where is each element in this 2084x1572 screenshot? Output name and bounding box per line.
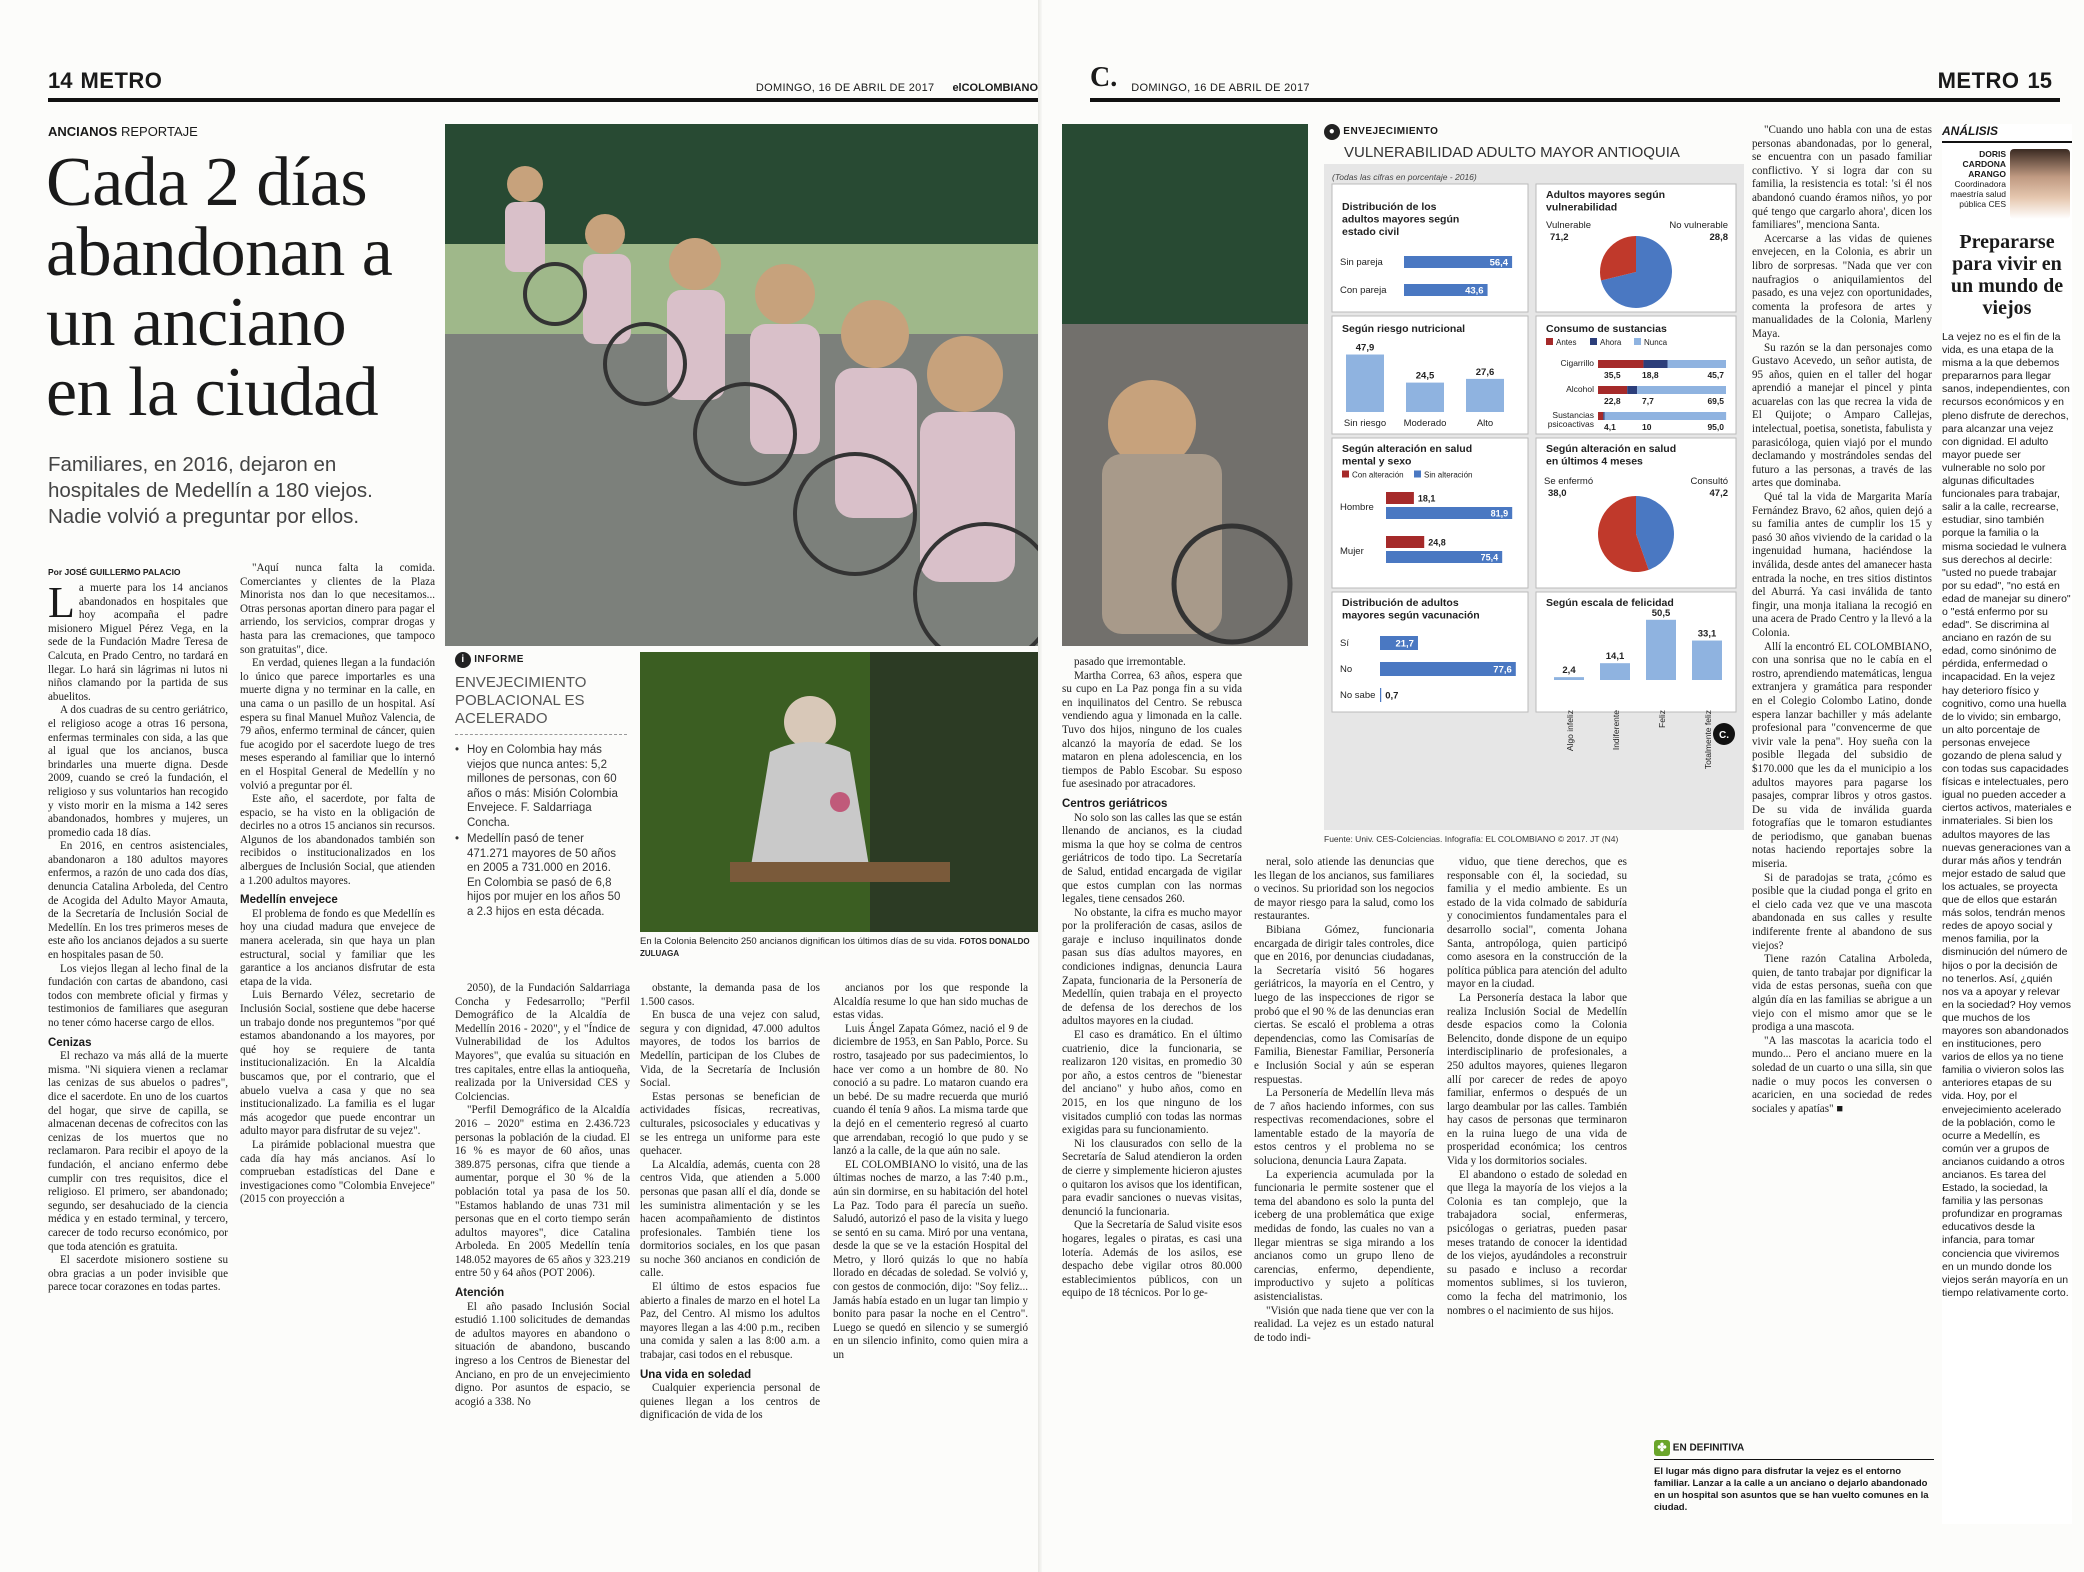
article-column-7 xyxy=(1254,856,1434,1532)
paragraph: La Alcaldía, además, cuenta con 28 centros Vida, que atienden a 5.000 personas que pasan allí el día, donde se les suministra alimentación y se les hacen acompañamiento de distintos profesionales. También tiene los dormitorios sociales, en los que pasan su noche 360 ancianos en condición de calle. xyxy=(640,1158,820,1280)
kicker-topic: ANCIANOS xyxy=(48,124,118,139)
right-page xyxy=(1042,0,2084,1572)
paragraph: La pirámide poblacional muestra que cada día hay más ancianos. Así lo comprueban estadísticas del Dane e investigaciones como "Colombia Envejece" (2015 con proyección a xyxy=(240,1138,435,1206)
bar-segment xyxy=(1603,412,1604,420)
paragraph: "A las mascotas la acaricia todo el mundo... Pero el anciano muere en la soledad de un cuarto o una silla, sin que nadie o muy pocos les conversen o acaricien, en una sociedad de redes sociales y apatías" ■ xyxy=(1752,1034,1932,1115)
paragraph: El sacerdote misionero sostiene su obra gracias a un poder invisible que parece tocar corazones en todas partes. xyxy=(48,1254,228,1294)
photo-caption xyxy=(640,936,1045,960)
data-label: 45,7 xyxy=(1707,370,1724,380)
author-portrait xyxy=(2010,149,2070,219)
subhead: Cenizas xyxy=(48,1036,92,1049)
kicker-type: REPORTAJE xyxy=(120,124,198,139)
section-name: METRO xyxy=(80,68,163,93)
kicker xyxy=(48,124,198,139)
paragraph: "Cuando uno habla con una de estas personas abandonadas, por lo general, se encuentra con un pasado familiar conflictivo. Y si logra dar con su familia, la resistencia es total: 'si él nos abandonó cuando éramos niños, yo por qué tengo que cargarlo ahora', dicen los familiares", menciona Santa. xyxy=(1752,124,1932,232)
chart-title: Según riesgo nutricional xyxy=(1342,323,1466,335)
page-number: 15 xyxy=(2027,68,2052,93)
infobox xyxy=(455,652,627,921)
chart-title: Distribución de adultos xyxy=(1342,597,1459,609)
bar xyxy=(1554,677,1584,680)
bar xyxy=(1386,536,1424,548)
category-label: psicoactivas xyxy=(1547,419,1594,429)
paragraph: Luis Bernardo Vélez, secretario de Inclusión Social, sostiene que debe hacerse un trabajo donde nos preguntemos "por qué estamos abandonando a los mayores, por qué hoy se requiere de tanta institucionalización. En la Alcaldía buscamos que, por el contrario, que el abuelo vuelva a casa y que no sea institucionalizado. La familia es el lugar más acogedor que puede encontrar un adulto mayor para disfrutar de su vejez". xyxy=(240,989,435,1138)
analysis-label: ANÁLISIS xyxy=(1942,124,2072,143)
chart-title: Según alteración en salud xyxy=(1546,443,1677,455)
data-label: 71,2 xyxy=(1550,232,1569,243)
bar xyxy=(1646,620,1676,680)
paragraph: pasado que irremontable. xyxy=(1074,656,1186,668)
data-label: 47,9 xyxy=(1355,342,1375,354)
byline: Por JOSÉ GUILLERMO PALACIO xyxy=(48,567,181,577)
paragraph: 2050), de la Fundación Saldarriaga Concha y Fedesarrollo; "Perfil Demográfico de la Alcaldía de Medellín 2016 - 2020", y el "Índice de Vulnerabilidad de los Adultos Mayores", que evalúa su situación en tres capitales, entre ellas la antioqueña, realizada por la Universidad CES y Colciencias. xyxy=(455,982,630,1103)
chart-title: adultos mayores según xyxy=(1342,213,1460,226)
wheelchair-closeup-illustration xyxy=(1062,124,1308,646)
data-label: 24,5 xyxy=(1415,370,1435,382)
person-icon: ● xyxy=(1324,124,1340,140)
chart-title: mental y sexo xyxy=(1342,455,1412,468)
analysis-title: Prepararse para vivir en un mundo de viejos xyxy=(1950,231,2064,319)
paragraph: Su razón se la dan personajes como Gustavo Acevedo, un señor autista, de 95 años, quien en el taller del hogar aprendió a manejar el pincel y pinta acuarelas con las que recrea la vida de El Quijote; o Amparo Callejas, intelectual, poetisa, sonetista, fabulista y parasicóloga, quien viajó por el mundo declamando y mostrándoles sendas del futuro a las personas, a través de las artes que dominaba. xyxy=(1752,341,1932,490)
bar xyxy=(1692,641,1722,680)
article-column-5 xyxy=(833,982,1028,1532)
data-label: 18,1 xyxy=(1417,493,1436,504)
brand-mark-text: C. xyxy=(1719,730,1729,741)
bar xyxy=(1466,379,1504,412)
issue-date: DOMINGO, 16 DE ABRIL DE 2017 xyxy=(755,82,935,94)
en-definitiva-text: El lugar más digno para disfrutar la vejez es el entorno familiar. Lanzar a la calle a un anciano o dejarlo abandonado en un hospital son asuntos que se han vuelto comunes en la ciudad. xyxy=(1654,1466,1929,1513)
category-label: No sabe xyxy=(1340,690,1376,701)
data-label: 2,4 xyxy=(1562,665,1576,677)
paragraph: En 2016, en centros asistenciales, abandonaron a 180 adultos mayores enfermos, a razón de uno cada dos días, denuncia Catalina Arboleda, del Centro de Acogida del Adulto Mayor Amauta, de la Secretaría de Inclusión Social de Medellín. En los tres primeros meses de este año los ancianos dejados a su suerte en hospitales pasan de 50. xyxy=(48,840,228,962)
main-photo-continuation xyxy=(1062,124,1308,646)
infographic-kicker-text: ENVEJECIMIENTO xyxy=(1343,126,1439,137)
paragraph: Tiene razón Catalina Arboleda, quien, de tanto trabajar por dignificar la vida de estas personas, sueña con que algún día en las familias se abrigue a un viejo con el mismo amor que se le prodiga a una mascota. xyxy=(1752,953,1932,1034)
paragraph: Bibiana Gómez, funcionaria encargada de dirigir tales controles, dice que en 2016, por denuncias ciudadanas, la Secretaría visitó 56 hogares geriátricos, la mayoría en el Centro, y luego de las inspecciones de rigor se probó que el 90 % de las denuncias eran ciertas. Se escaló el problema a otras dependencias, como las Comisarías de Familia, Bienestar Familiar, Personería e Inclusión Social y aún se esperan respuestas. xyxy=(1254,923,1434,1086)
clover-icon: ✤ xyxy=(1654,1440,1670,1456)
infobox-label xyxy=(455,652,627,668)
elderly-woman-illustration xyxy=(640,652,1045,932)
paragraph: Cualquier experiencia personal de quienes llegan a los centros de dignificación de vida de los xyxy=(640,1382,820,1422)
author-name: DORIS CARDONA ARANGO xyxy=(1962,149,2006,179)
paragraph: El año pasado Inclusión Social estudió 1.100 solicitudes de demandas de adultos mayores en abandono o situación de abandono, buscando ingreso a los Centros de Bienestar del Anciano, en pro de un envejecimiento digno. Por asuntos de espacio, se acogió a 338. No xyxy=(455,1300,630,1408)
paragraph: Si de paradojas se trata, ¿cómo es posible que la ciudad ponga el grito en el cielo cada vez que ve una mascota abandonada en sus calles y resulte indiferente frente al abandono de sus viejos? xyxy=(1752,871,1932,952)
infographic xyxy=(1324,124,1744,848)
data-label: 81,9 xyxy=(1490,508,1509,519)
paragraph: Allí la encontró EL COLOMBIANO, con una sonrisa que no le cabía en el rostro, aprendiendo matemáticas, lengua extranjera y gramática para responder en el Colegio Colombo Latino, donde espera lanzar bachiller y más adelante profesional para "convencerme de que vivir vale la pena". Hoy sueña con la posible llegada del subsidio de $170.000 que les da el municipio a los adultos mayores para pagarse los pasajes, comprar libros y otros gastos. De su vida de inválida guarda fotografías que le tomaron estudiantes de periodismo, que ganaban buenas notas haciendo reportajes sobre la miseria. xyxy=(1752,640,1932,871)
bar-segment xyxy=(1598,412,1603,420)
paragraph: El rechazo va más allá de la muerte misma. "Ni siquiera vienen a reclamar las cenizas de sus abuelos o padres", dice el sacerdote. En uno de los cuartos del hogar, que sirve de capilla, se almacenan decenas de cofrecitos con las cenizas de los muertos que no reclamaron. Para recibir el apoyo de la fundación, el anciano enfermo debe cumplir con tres requisitos, dice el religioso. El primero, ser abandonado; segundo, ser desahuciado de la ciencia médica y en estado terminal, y tercero, carecer de todo recurso económico, por que toda atención es gratuita. xyxy=(48,1050,228,1253)
category-label: Alto xyxy=(1476,418,1494,429)
chart-title: Adultos mayores según xyxy=(1546,189,1666,201)
legend-swatch xyxy=(1634,338,1641,345)
paragraph: ancianos por los que responde la Alcaldía resume lo que han sido muchas de estas vidas. xyxy=(833,982,1028,1022)
data-label: 43,6 xyxy=(1465,285,1484,297)
category-label: Algo infeliz xyxy=(1565,710,1575,752)
legend-label: Sin alteración xyxy=(1424,470,1473,480)
bar-segment xyxy=(1627,386,1637,394)
page-number: 14 xyxy=(48,68,73,93)
section-name: METRO xyxy=(1937,68,2020,93)
category-label: Totalmente feliz xyxy=(1703,710,1713,770)
paragraph: Acercarse a las vidas de quienes envejecen, en la Colonia, es abrir un libro de sorpresas. "Nada que ver con naufragios o aniquilamientos del pasado, es una vejez con oportunidades, comenta la profesora de artes y manualidades de la Colonia, Marleny Maya. xyxy=(1752,232,1932,340)
paragraph: La Personería de Medellín lleva más de 7 años haciendo informes, con sus respectivas recomendaciones, sobre el lamentable estado de la mayoría de estos centros y el problema no se soluciona, denuncia Laura Zapata. xyxy=(1254,1087,1434,1168)
category-label: Sin pareja xyxy=(1340,257,1383,268)
caption-text: En la Colonia Belencito 250 ancianos dignifican los últimos días de su vida. xyxy=(640,936,957,947)
infographic-body xyxy=(1324,164,1744,830)
bar-segment xyxy=(1668,360,1726,368)
data-label: 69,5 xyxy=(1707,396,1724,406)
bar-segment xyxy=(1605,412,1727,420)
paragraph: obstante, la demanda pasa de los 1.500 casos. xyxy=(640,982,820,1008)
category-label: No vulnerable xyxy=(1669,220,1728,231)
bar xyxy=(1346,355,1384,412)
en-definitiva-box xyxy=(1654,1440,1934,1514)
category-label: Sin riesgo xyxy=(1343,418,1387,429)
paragraph: Estas personas se benefician de actividades físicas, recreativas, culturales, psicosociales y educativas y se les entrega un uniforme para este quehacer. xyxy=(640,1090,820,1158)
category-label: No xyxy=(1340,664,1353,675)
bar-segment xyxy=(1637,386,1726,394)
main-photo xyxy=(445,124,1047,646)
paragraph: El problema de fondo es que Medellín es hoy una ciudad madura que envejece de manera acelerada, sin que haya un plan estructural, social y familiar que les garantice a los ancianos disfrutar de esta etapa de la vida. xyxy=(240,907,435,988)
infographic-title: VULNERABILIDAD ADULTO MAYOR ANTIOQUIA xyxy=(1344,144,1680,161)
chart-title: Según alteración en salud xyxy=(1342,443,1473,455)
data-label: 75,4 xyxy=(1480,552,1499,563)
data-label: 50,5 xyxy=(1651,607,1671,619)
paragraph: A dos cuadras de su centro geriátrico, el religioso acoge a otras 16 persona, enfermas terminales con sida, a las que al igual que los ancianos, busca brindarles una muerte digna. Desde 2009, cuando se creó la fundación, el religioso y sus voluntarios han recogido y visto morir en la misma a 142 seres abandonados, hombres y mujeres, un promedio cada 18 días. xyxy=(48,704,228,839)
category-label: Se enfermó xyxy=(1544,476,1594,487)
infographic-charts xyxy=(1324,164,1744,830)
category-label: Sustancias xyxy=(1552,410,1594,420)
brand-logo-c: C. xyxy=(1090,62,1118,93)
data-label: 27,6 xyxy=(1475,366,1495,378)
infobox-label-text: INFORME xyxy=(474,654,524,665)
chart-title: Consumo de sustancias xyxy=(1546,323,1667,335)
photo-credit: FOTOS DONALDO ZULUAGA xyxy=(640,937,1030,958)
data-label: 18,8 xyxy=(1642,370,1659,380)
paragraph: La experiencia acumulada por la funcionaria le permite sostener que el tema del abandono es solo la punta del iceberg de una problemática que exige medidas de fondo, las cuales no van a llegar mientras se siga mirando a los ancianos como un grupo lleno de carencias, enfermo, dependiente, improductivo y sujeto a políticas asistencialistas. xyxy=(1254,1168,1434,1303)
category-label: Cigarrillo xyxy=(1560,358,1594,368)
data-label: 10 xyxy=(1642,422,1652,432)
paragraph: "Visión que nada tiene que ver con la realidad. La vejez es un estado natural de todo indi- xyxy=(1254,1304,1434,1344)
category-label: Indiferente xyxy=(1611,710,1621,751)
article-column-6 xyxy=(1062,656,1242,1532)
paragraph: Qué tal la vida de Margarita María Fernández Bravo, 62 años, quien dejó a su familia antes de cumplir los 15 y pasó 30 años viviendo de la caridad o la ingenuidad humana, haciéndose la inválida, desde antes del amanecer hasta entrada la noche, en tres sitios distintos del Aburrá. Ya casi inválida de tanto fingir, una monja italiana la recogió en una acera de Prado Centro y la llevó a la Colonia. xyxy=(1752,491,1932,639)
data-label: 47,2 xyxy=(1709,488,1728,499)
data-label: 0,7 xyxy=(1385,690,1399,702)
category-label: Feliz xyxy=(1657,710,1667,728)
analysis-sidebar xyxy=(1942,124,2072,1524)
infographic-source: Fuente: Univ. CES-Colciencias. Infografía: EL COLOMBIANO © 2017. JT (N4) xyxy=(1324,834,1619,844)
bar xyxy=(1380,688,1381,702)
subhead: Una vida en soledad xyxy=(640,1368,752,1381)
paragraph: EL COLOMBIANO lo visitó, una de las últimas noches de marzo, a las 7:40 p.m., aún sin dormirse, en su habitación del hotel La Paz. Todo para él parecía un sueño. Saludó, autorizó el paso de la visita y luego se sentó en su cama. Miró por una ventana, desde la que se ve la estación Hospital del Metro, y lloró quizás lo que no había llorado en décadas de soledad. Se volvió y, con gestos de conmoción, dijo: "Soy feliz... Jamás había estado en un lugar tan limpio y bonito para pasar la noche en el Centro". Luego se quedó en silencio y se sumergió en un silencio infinito, como quien mira a un xyxy=(833,1158,1028,1362)
en-definitiva-label-text: EN DEFINITIVA xyxy=(1672,1442,1745,1454)
data-label: 7,7 xyxy=(1642,396,1654,406)
paragraph: Que la Secretaría de Salud visite esos hogares, legales o piratas, es casi una lotería. Además de los asilos, ese despacho debe vigilar otros 80.000 establecimientos públicos, con un equipo de 18 técnicos. Por lo ge- xyxy=(1062,1219,1242,1300)
infographic-note: (Todas las cifras en porcentaje - 2016) xyxy=(1332,172,1477,182)
category-label: Mujer xyxy=(1340,546,1364,557)
paragraph: No solo son las calles las que se están llenando de ancianos, es la ciudad misma la que hoy se colma de centros geriátricos de todo tipo. La Secretaría de Salud, entidad encargada de vigilar que estos cumplan con las normas legales, tiene censados 260. xyxy=(1062,811,1242,906)
info-icon: i xyxy=(455,652,471,668)
paragraph: Luis Ángel Zapata Gómez, nació el 9 de diciembre de 1953, en San Pablo, Porce. Su rostro, tasajeado por sus padecimientos, lo hace ver como a un hombre de 80. No conoció a su padre. Lo mataron cuando era un bebé. De su madre recuerda que murió cuando él tenía 9 años. La misma tarde que la dejó en el cementerio regresó al cuarto que arrendaban, recogió lo que pudo y se lanzó a la calle, de la que aún no sale. xyxy=(833,1022,1028,1158)
data-label: 22,8 xyxy=(1604,396,1621,406)
issue-date: DOMINGO, 16 DE ABRIL DE 2017 xyxy=(1131,82,1310,94)
category-label: Con pareja xyxy=(1340,285,1387,296)
paragraph: Martha Correa, 63 años, espera que su cupo en La Paz ponga fin a su vida en inquilinatos del Centro. Se rebusca vendiendo agua y limonada en la calle. Tuvo dos hijos, ninguno de los cuales alcanzó la mayoría de edad. Se los mataron en plena adolescencia, en los tiempos de Pablo Escobar. Su esposo fue asesinado por atracadores. xyxy=(1062,669,1242,791)
category-label: Sí xyxy=(1340,638,1349,649)
article-column-4 xyxy=(640,982,820,1532)
paragraph: En busca de una vejez con salud, segura y con dignidad, 47.000 adultos mayores, de todos los barrios de Medellín, participan de los Clubes de Vida, de la Secretaría de Inclusión Social. xyxy=(640,1009,820,1090)
paragraph: "Aquí nunca falta la comida. Comerciantes y clientes de la Plaza Minorista nos dan lo que necesitamos... Otras personas aportan dinero para pagar el arriendo, los servicios, comprar drogas y hasta para las cremaciones, que tampoco son gratuitas", dice. xyxy=(240,562,435,656)
paragraph: Los viejos llegan al lecho final de la fundación con cartas de abandono, casi todos con membrete oficial y firmas y testimonios de familiares que aseguran no tener cómo hacerse cargo de ellos. xyxy=(48,962,228,1029)
category-label: Consultó xyxy=(1690,476,1728,487)
chart-title: Según escala de felicidad xyxy=(1546,597,1674,609)
subhead: Centros geriátricos xyxy=(1062,797,1168,810)
data-label: 4,1 xyxy=(1604,422,1616,432)
paragraph: No obstante, la cifra es mucho mayor por la proliferación de casas, asilos de garaje e incluso inquilinatos donde pasan sus días adultos mayores, en condiciones indignas, denuncia Laura Zapata, funcionaria de la Personería de Medellín, quien trabaja en el proyecto de defensa de los derechos de los adultos mayores en la ciudad. xyxy=(1062,906,1242,1028)
category-label: Hombre xyxy=(1340,502,1374,513)
chart-title: Distribución de los xyxy=(1342,201,1437,213)
infographic-header xyxy=(1324,124,1744,161)
paragraph: neral, solo atiende las denuncias que les llegan de los ancianos, sus familiares o vecinos. Su prioridad son los negocios de mayor riesgo para la salud, como los restaurantes. xyxy=(1254,856,1434,923)
infographic-kicker xyxy=(1324,124,1744,140)
category-label: Moderado xyxy=(1403,418,1447,429)
chart-title: mayores según vacunación xyxy=(1342,609,1480,622)
legend-label: Antes xyxy=(1556,338,1577,347)
chart-title: vulnerabilidad xyxy=(1546,201,1618,214)
legend-label: Nunca xyxy=(1644,338,1668,347)
en-definitiva-label xyxy=(1654,1440,1934,1460)
infobox-bullet: • Hoy en Colombia hay más viejos que nunca antes: 5,2 millones de personas, con 60 años o más: Misión Colombia Envejece. F. Saldarriaga Concha. xyxy=(455,743,627,830)
paragraph: "Perfil Demográfico de la Alcaldía 2016 – 2020" estima en 2.436.723 personas la población de la ciudad. El 16 % es mayor de 60 años, unas 389.875 personas, cifra que tiende a aumentar, porque el 30 % de la población total ya pasa de los 50. "Estamos hablando de unas 731 mil personas que en el corto tiempo serán adultos mayores", dice Catalina Arboleda. En 2005 Medellín tenía 148.052 mayores de 65 años y 323.219 entre 50 y 64 años (POT 2006). xyxy=(455,1104,630,1280)
data-label: 56,4 xyxy=(1489,257,1509,269)
paragraph: El último de estos espacios fue abierto a finales de marzo en el hotel La Paz, del Centro. Al mismo los adultos mayores llegan a las 4:00 p.m., reciben una comida y salen a las 8:00 a.m. a trabajar, casi todos en el rebusque. xyxy=(640,1281,820,1362)
article-column-8 xyxy=(1447,856,1627,1532)
bar xyxy=(1406,383,1444,412)
data-label: 28,8 xyxy=(1709,232,1728,243)
legend-swatch xyxy=(1546,338,1553,345)
article-column-2 xyxy=(240,562,435,1532)
chart-title: en últimos 4 meses xyxy=(1546,455,1643,468)
paragraph: La Personería destaca la labor que realiza Inclusión Social de Medellín desde espacios como la Colonia Belencito, donde dispone de un equipo interdisciplinario de profesionales, a 250 adultos mayores, quienes llegaron allí por carecer de redes de apoyo familiar, enfermos o después de un largo deambular por las calles. También hay casos de personas que terminaron en la ruina luego de una vida de prosperidad económica; los centros Vida y los dormitorios sociales. xyxy=(1447,991,1627,1168)
headline: Cada 2 días abandonan a un anciano en la ciudad xyxy=(46,144,393,431)
data-label: 77,6 xyxy=(1493,664,1512,676)
deck: Familiares, en 2016, dejaron en hospitales de Medellín a 180 viejos. Nadie volvió a preguntar por ellos. xyxy=(48,453,373,528)
infobox-list xyxy=(455,743,627,919)
chart-title: estado civil xyxy=(1342,226,1400,238)
bar-segment xyxy=(1643,360,1667,368)
author-role: Coordinadora maestría salud pública CES xyxy=(1950,179,2006,209)
paragraph: En verdad, quienes llegan a la fundación lo único que parece importarles es una muerte digna y no terminar en la calle, en una cama o un pasillo de un hospital. Así espera su final Manuel Muñoz Valencia, de 79 años, enfermo terminal de cáncer, quien fue acogido por el sacerdote luego de tres meses esperando al familiar que lo internó en el Hospital General de Medellín y no volvió a preguntar por él. xyxy=(240,657,435,792)
infobox-bullet: • Medellín pasó de tener 471.271 mayores de 50 años en 2005 a 731.000 en 2016. En Colombia se pasó de 6,8 hijos por mujer en los años 50 a 2.3 hijos en esta década. xyxy=(455,832,627,919)
paragraph: Este año, el sacerdote, por falta de espacio, se ha visto en la obligación de decirles no a otros 15 ancianos sin recursos. Algunos de los abandonados también son recibidos o institucionalizados en los albergues de Inclusión Social, que atienden a 1.200 adultos mayores. xyxy=(240,793,435,887)
secondary-photo xyxy=(640,652,1045,932)
left-folio xyxy=(48,68,1038,102)
paragraph: viduo, que tiene derechos, que es responsable con él, la sociedad, su familia y el medio ambiente. Es un estado de la vida colmado de sabiduría y conocimientos fundamentales para el desarrollo social", comenta Johana Santa, antropóloga, quien participó como asesora en la construcción de la política pública para atención del adulto mayor en la ciudad. xyxy=(1447,856,1627,991)
legend-swatch xyxy=(1414,471,1421,478)
legend-label: Ahora xyxy=(1600,338,1622,347)
category-label: Vulnerable xyxy=(1546,220,1592,231)
article-column-1 xyxy=(48,582,228,1532)
legend-swatch xyxy=(1590,338,1597,345)
data-label: 95,0 xyxy=(1707,422,1724,432)
legend-swatch xyxy=(1342,471,1349,478)
legend-label: Con alteración xyxy=(1352,470,1404,480)
data-label: 38,0 xyxy=(1548,488,1567,499)
bar-segment xyxy=(1598,386,1627,394)
data-label: 33,1 xyxy=(1697,628,1717,640)
category-label: Alcohol xyxy=(1566,384,1594,394)
paragraph: El abandono o estado de soledad en que llega la mayoría de los viejos a la Colonia es tan complejo, que la trabajadora social, enfermeras, psicólogas o geriatras, pueden pasar meses tratando de conocer la identidad de los viejos, ayudándoles a reconstruir su pasado e incluso a recordar momentos sublimes, si los tuvieron, como la fecha del matrimonio, los nombres o el nacimiento de sus hijos. xyxy=(1447,1168,1627,1317)
bar xyxy=(1600,663,1630,680)
data-label: 35,5 xyxy=(1604,370,1621,380)
analysis-author-block xyxy=(1942,149,2072,219)
article-column-9 xyxy=(1752,124,1932,1209)
wheelchair-row-illustration xyxy=(445,124,1047,646)
article-column-3 xyxy=(455,982,630,1532)
analysis-body: La vejez no es el fin de la vida, es una etapa de la misma a la que debemos prepararnos para llegar sanos, independientes, con recursos económicos y en pleno disfrute de derechos, para alcanzar una vejez con dignidad. El adulto mayor puede ser vulnerable no solo por algunas dificultades funcionales para trabajar, salir a la calle, recrearse, estudiar, sino también porque la familia o la misma sociedad le vulnera sus derechos al decirle: "usted no puede trabajar por su edad", "no está en edad de manejar su dinero" o "está enfermo por su edad". Se discrimina al anciano en razón de su edad, como sinónimo de pérdida, enfermedad o incapacidad. En la vejez hay deterioro físico y cognitivo, como una huella de lo vivido; sin embargo, un alto porcentaje de personas envejece gozando de plena salud y con todas sus capacidades físicas e intelectuales, pero igual no pueden acceder a ciertos activos, materiales e inmateriales. Si bien los adultos mayores de las nuevas generaciones van a durar más años y tendrán mejor estado de salud que los actuales, se proyecta que de ellos que estarán más solos, tendrán menos redes de apoyo social y menos familia, por la disminución del número de hijos o por la decisión de no tenerlos. Así, ¿quién nos va a apoyar y relevar en la sociedad? Hoy vemos que muchos de los mayores son abandonados en instituciones, pero varios de ellos ya no tiene familia o vivieron solos las anteriores etapas de su vida. Hoy, por el envejecimiento acelerado de la población, como le ocurre a Medellín, es común ver a grupos de ancianos cuidando a otros ancianos. Es tarea del Estado, la sociedad, la familia y las personas profundizar en programas educativos desde la infancia, para tomar conciencia que viviremos en un mundo donde los viejos serán mayoría en un tiempo relativamente corto. xyxy=(1942,331,2072,1299)
data-label: 24,8 xyxy=(1428,537,1446,548)
data-label: 21,7 xyxy=(1395,638,1414,650)
subhead: Atención xyxy=(455,1287,505,1300)
subhead: Medellín envejece xyxy=(240,894,338,907)
right-folio xyxy=(1090,62,2060,102)
brand-name: elCOLOMBIANO xyxy=(952,82,1038,94)
paragraph: La muerte para los 14 ancianos abandonados en hospitales que hoy acompaña el padre misionero Miguel Pérez Vega, en la sede de la Fundación Madre Teresa de Calcuta, en Prado Centro, no tardará en llegar. Lo hará sin lágrimas ni lutos ni niños clamando por la partida de sus abuelitos. xyxy=(48,582,228,703)
paragraph: Ni los clausurados con sello de la Secretaría de Salud atendieron la orden de cierre y simplemente hicieron ajustes o quitaron los avisos que los identifican, para evadir sanciones o nuevas visitas, denunció la funcionaria. xyxy=(1062,1137,1242,1218)
bar-segment xyxy=(1598,360,1643,368)
paragraph: El caso es dramático. En el último cuatrienio, dice la funcionaria, se realizaron 120 visitas, en promedio 30 por año, a estos centros de "bienestar del anciano" y hubo años, como en 2015, en los que ninguno de los visitados cumplió con todas las normas exigidas para su funcionamiento. xyxy=(1062,1029,1242,1137)
bar xyxy=(1386,492,1414,504)
data-label: 14,1 xyxy=(1605,651,1625,663)
infobox-title: ENVEJECIMIENTO POBLACIONAL ES ACELERADO xyxy=(455,674,627,735)
